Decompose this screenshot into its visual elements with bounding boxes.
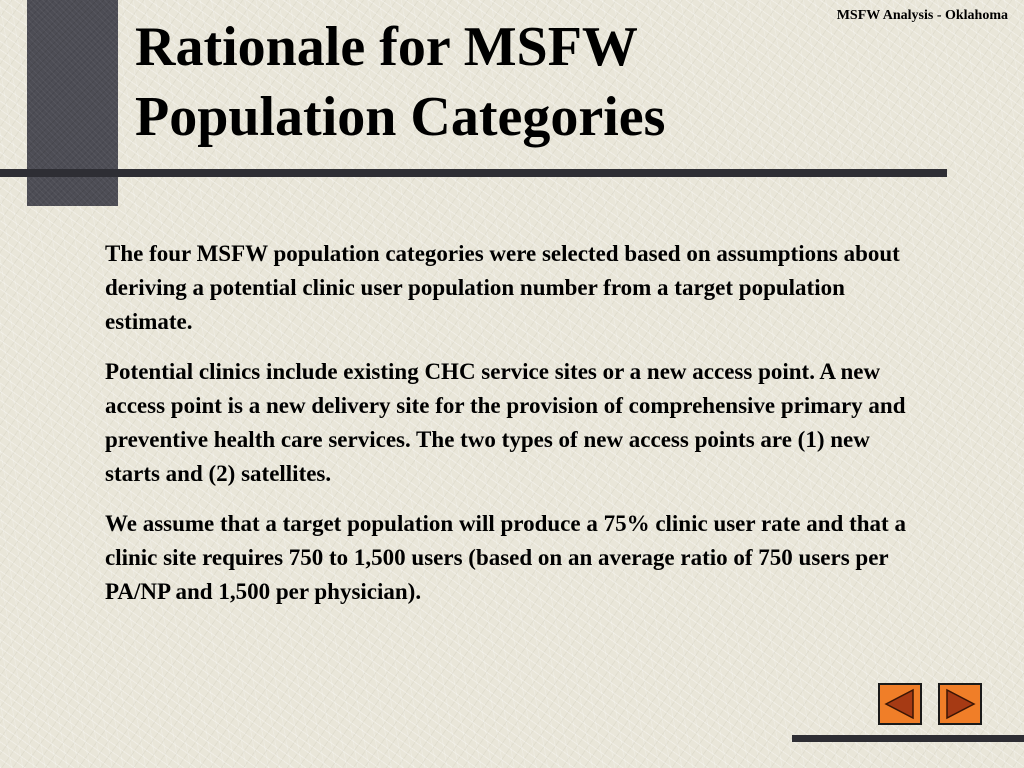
header-label: MSFW Analysis - Oklahoma (836, 8, 1008, 23)
slide-title (135, 12, 665, 152)
previous-slide-button[interactable] (878, 683, 922, 725)
paragraph-clinics: Potential clinics include existing CHC service sites or a new access point. A new access point is a new delivery site for the provision of comprehensive primary and preventive health care services. The two types of new access points are (1) new starts and (2) satellites. (105, 359, 906, 486)
paragraph-categories: The four MSFW population categories were selected based on assumptions about deriving a potential clinic user population number from a target population estimate. (105, 241, 900, 334)
slide-body (105, 237, 925, 625)
bottom-divider (792, 735, 1024, 742)
triangle-left-icon (880, 685, 920, 723)
title-divider (0, 169, 947, 177)
triangle-right-icon (940, 685, 980, 723)
slide-title-line-2: Population Categories (135, 86, 666, 148)
paragraph-assumptions: We assume that a target population will produce a 75% clinic user rate and that a clinic site requires 750 to 1,500 users (based on an average ratio of 750 users per PA/NP and 1,500 per physician). (105, 511, 906, 604)
next-slide-button[interactable] (938, 683, 982, 725)
slide-title-line-1: Rationale for MSFW (135, 16, 638, 78)
